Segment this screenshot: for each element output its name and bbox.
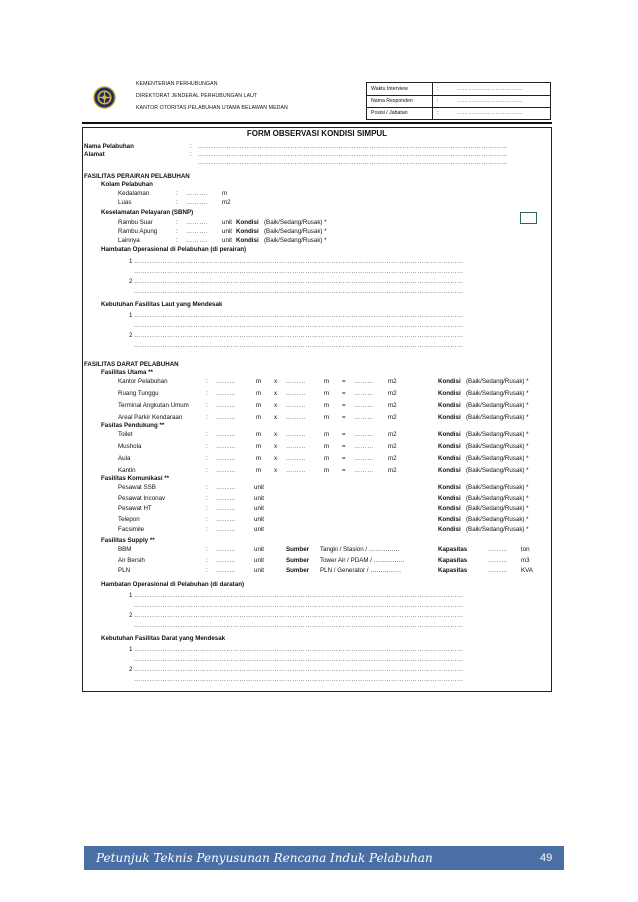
kondisi-options: (Baik/Sedang/Rusak) * bbox=[466, 378, 529, 385]
kondisi-label: Kondisi bbox=[438, 515, 461, 523]
nama-pelabuhan-field[interactable]: …………………………………………………………………………………………………………………………… bbox=[198, 143, 508, 150]
unit-m: m bbox=[324, 378, 330, 385]
header-rule bbox=[82, 122, 552, 124]
colon: : bbox=[206, 467, 208, 474]
equals-sign: = bbox=[342, 443, 346, 450]
unit-m: m bbox=[256, 390, 262, 397]
directorate-name: DIREKTORAT JENDERAL PERHUBUNGAN LAUT bbox=[136, 93, 258, 99]
checkbox[interactable] bbox=[520, 212, 537, 224]
unit-m2: m2 bbox=[388, 390, 397, 397]
kondisi-options: (Baik/Sedang/Rusak) * bbox=[466, 431, 529, 438]
times-sign: x bbox=[274, 390, 278, 397]
supply-name: PLN bbox=[118, 567, 131, 574]
kebutuhan-laut-field-1[interactable]: …………………………………………………………………………………………………………………………………… bbox=[134, 312, 464, 319]
length-field[interactable]: ……… bbox=[216, 390, 236, 397]
kapasitas-label: Kapasitas bbox=[438, 567, 468, 574]
form-title: FORM OBSERVASI KONDISI SIMPUL bbox=[246, 129, 388, 138]
unit-label: unit bbox=[254, 546, 264, 553]
unit-label: unit bbox=[254, 515, 264, 523]
kondisi-label: Kondisi bbox=[438, 390, 461, 397]
unit-label: unit bbox=[254, 494, 264, 502]
interview-time-row[interactable]: Waktu Interview : ……………………………… bbox=[371, 86, 523, 92]
respondent-table bbox=[366, 82, 551, 120]
count-field[interactable]: ……… bbox=[216, 484, 236, 491]
colon: : bbox=[206, 402, 208, 409]
colon: : bbox=[206, 515, 208, 523]
page-number: 49 bbox=[540, 852, 553, 864]
count-field[interactable]: ……… bbox=[216, 546, 236, 553]
sumber-label: Sumber bbox=[286, 546, 310, 553]
facility-name: Terminal Angkutan Umum bbox=[118, 402, 189, 409]
facility-name: Kantor Pelabuhan bbox=[118, 378, 168, 385]
supply-name: Air Bersih bbox=[118, 556, 145, 564]
unit-m: m bbox=[256, 443, 262, 450]
unit-m: m bbox=[324, 390, 330, 397]
unit-m: m bbox=[256, 378, 262, 385]
facility-name: Facsimile bbox=[118, 526, 145, 533]
position-row[interactable]: Posisi / Jabatan : ……………………………… bbox=[371, 110, 523, 116]
kebutuhan-darat-field-1[interactable]: …………………………………………………………………………………………………………………………………… bbox=[134, 646, 464, 653]
sumber-description[interactable]: PLN / Generator / …………… bbox=[320, 567, 402, 574]
colon: : bbox=[206, 378, 208, 385]
unit-m: m bbox=[256, 455, 262, 462]
unit-m2: m2 bbox=[388, 402, 397, 409]
width-field[interactable]: ……… bbox=[286, 431, 306, 438]
kondisi-label: Kondisi bbox=[438, 505, 461, 512]
supply-heading: Fasilitas Supply ** bbox=[101, 537, 155, 544]
kapasitas-field[interactable]: ……… bbox=[488, 546, 508, 553]
footer-title: Petunjuk Teknis Penyusunan Rencana Induk Pelabuhan bbox=[96, 851, 433, 865]
length-field[interactable]: ……… bbox=[216, 467, 236, 474]
area-field[interactable]: ……… bbox=[354, 414, 374, 421]
count-field[interactable]: ……… bbox=[216, 505, 236, 512]
length-field[interactable]: ……… bbox=[216, 414, 236, 421]
kondisi-label: Kondisi bbox=[438, 443, 461, 450]
width-field[interactable]: ……… bbox=[286, 467, 306, 474]
alamat-label: Alamat bbox=[84, 151, 105, 158]
colon: : bbox=[206, 546, 208, 553]
facility-name: Telepon bbox=[118, 515, 140, 523]
times-sign: x bbox=[274, 467, 278, 474]
colon: : bbox=[206, 494, 208, 502]
kondisi-options: (Baik/Sedang/Rusak) * bbox=[466, 467, 529, 474]
supply-name: BBM bbox=[118, 546, 132, 553]
colon: : bbox=[206, 431, 208, 438]
length-field[interactable]: ……… bbox=[216, 402, 236, 409]
unit-m: m bbox=[324, 431, 330, 438]
colon: : bbox=[206, 443, 208, 450]
alamat-field[interactable]: …………………………………………………………………………………………………………………………… bbox=[198, 151, 508, 158]
hambatan-darat-field-1[interactable]: …………………………………………………………………………………………………………………………………… bbox=[134, 592, 464, 599]
unit-m: m bbox=[256, 414, 262, 421]
office-name: KANTOR OTORITAS PELABUHAN UTAMA BELAWAN MEDAN bbox=[136, 105, 288, 111]
ministry-logo-icon bbox=[93, 86, 116, 109]
kedalaman-field[interactable]: ………. bbox=[186, 190, 208, 197]
kondisi-label: Kondisi bbox=[438, 494, 461, 502]
kapasitas-field[interactable]: ……… bbox=[488, 567, 508, 574]
hambatan-perairan-field-2[interactable]: …………………………………………………………………………………………………………………………………… bbox=[134, 278, 464, 285]
equals-sign: = bbox=[342, 431, 346, 438]
colon: : bbox=[206, 390, 208, 397]
equals-sign: = bbox=[342, 402, 346, 409]
nama-pelabuhan-label: Nama Pelabuhan bbox=[84, 143, 134, 150]
kolam-heading: Kolam Pelabuhan bbox=[101, 181, 153, 188]
width-field[interactable]: ……… bbox=[286, 455, 306, 462]
utama-heading: Fasilitas Utama ** bbox=[101, 369, 153, 376]
unit-m2: m2 bbox=[388, 455, 397, 462]
hambatan-perairan-field-1[interactable]: …………………………………………………………………………………………………………………………………… bbox=[134, 258, 464, 265]
unit-m: m bbox=[324, 414, 330, 421]
kondisi-label: Kondisi bbox=[438, 467, 461, 474]
kebutuhan-laut-field-2[interactable]: …………………………………………………………………………………………………………………………………… bbox=[134, 332, 464, 339]
hambatan-darat-field-2[interactable]: …………………………………………………………………………………………………………………………………… bbox=[134, 612, 464, 619]
unit-label: unit bbox=[254, 505, 264, 512]
kebutuhan-laut-heading: Kebutuhan Fasilitas Laut yang Mendesak bbox=[101, 301, 223, 308]
area-field[interactable]: ……… bbox=[354, 443, 374, 450]
count-field[interactable]: ……… bbox=[216, 515, 236, 523]
kondisi-label: Kondisi bbox=[438, 431, 461, 438]
darat-section-title: FASILITAS DARAT PELABUHAN bbox=[84, 361, 179, 368]
kebutuhan-darat-field-2[interactable]: …………………………………………………………………………………………………………………………………… bbox=[134, 666, 464, 673]
kapasitas-field[interactable]: ……… bbox=[488, 556, 508, 564]
pendukung-heading: Fasitas Pendukung ** bbox=[101, 422, 165, 429]
unit-label: unit bbox=[254, 484, 264, 491]
kondisi-label: Kondisi bbox=[438, 378, 461, 385]
times-sign: x bbox=[274, 455, 278, 462]
unit-m2: m2 bbox=[388, 378, 397, 385]
colon: : bbox=[206, 505, 208, 512]
area-field[interactable]: ……… bbox=[354, 467, 374, 474]
area-field[interactable]: ……… bbox=[354, 431, 374, 438]
equals-sign: = bbox=[342, 390, 346, 397]
unit-label: unit bbox=[254, 567, 264, 574]
ministry-name: KEMENTERIAN PERHUBUNGAN bbox=[136, 81, 218, 87]
kapasitas-unit: KVA bbox=[521, 567, 533, 574]
kapasitas-unit: m3 bbox=[521, 556, 530, 564]
unit-label: unit bbox=[254, 556, 264, 564]
sbnp-heading: Keselamatan Pelayaran (SBNP) bbox=[101, 209, 194, 216]
facility-name: Areal Parkir Kendaraan bbox=[118, 414, 183, 421]
length-field[interactable]: ……… bbox=[216, 455, 236, 462]
area-field[interactable]: ……… bbox=[354, 402, 374, 409]
area-field[interactable]: ……… bbox=[354, 378, 374, 385]
perairan-section-title: FASILITAS PERAIRAN PELABUHAN bbox=[84, 173, 190, 180]
ministry-block bbox=[136, 80, 288, 113]
kondisi-options: (Baik/Sedang/Rusak) * bbox=[466, 505, 529, 512]
length-field[interactable]: ……… bbox=[216, 443, 236, 450]
width-field[interactable]: ……… bbox=[286, 443, 306, 450]
unit-m: m bbox=[324, 402, 330, 409]
unit-m2: m2 bbox=[388, 443, 397, 450]
unit-m2: m2 bbox=[388, 431, 397, 438]
colon: : bbox=[206, 526, 208, 533]
count-field[interactable]: ……… bbox=[216, 556, 236, 564]
width-field[interactable]: ……… bbox=[286, 390, 306, 397]
kondisi-options: (Baik/Sedang/Rusak) * bbox=[466, 402, 529, 409]
colon: : bbox=[206, 484, 208, 491]
sumber-label: Sumber bbox=[286, 556, 310, 564]
sumber-description[interactable]: Tower Air / PDAM / …………… bbox=[320, 556, 405, 564]
kondisi-options: (Baik/Sedang/Rusak) * bbox=[466, 443, 529, 450]
length-field[interactable]: ……… bbox=[216, 431, 236, 438]
unit-m2: m2 bbox=[388, 414, 397, 421]
facility-name: Aula bbox=[118, 455, 131, 462]
unit-m: m bbox=[256, 431, 262, 438]
sumber-description[interactable]: Tangki / Stasion / …………… bbox=[320, 546, 400, 553]
luas-field[interactable]: ………. bbox=[186, 199, 208, 206]
kapasitas-label: Kapasitas bbox=[438, 556, 468, 564]
colon: : bbox=[206, 455, 208, 462]
kondisi-options: (Baik/Sedang/Rusak) * bbox=[466, 515, 529, 523]
width-field[interactable]: ……… bbox=[286, 414, 306, 421]
area-field[interactable]: ……… bbox=[354, 390, 374, 397]
kondisi-options: (Baik/Sedang/Rusak) * bbox=[466, 494, 529, 502]
unit-m: m bbox=[256, 467, 262, 474]
unit-m: m bbox=[324, 467, 330, 474]
equals-sign: = bbox=[342, 455, 346, 462]
times-sign: x bbox=[274, 431, 278, 438]
facility-name: Toilet bbox=[118, 431, 133, 438]
colon: : bbox=[206, 567, 208, 574]
equals-sign: = bbox=[342, 414, 346, 421]
facility-name: Pesawat Inconav bbox=[118, 494, 166, 502]
facility-name: Pesawat SSB bbox=[118, 484, 156, 491]
komunikasi-heading: Fasilitas Komunikasi ** bbox=[101, 475, 170, 482]
kapasitas-unit: ton bbox=[521, 546, 530, 553]
times-sign: x bbox=[274, 443, 278, 450]
width-field[interactable]: ……… bbox=[286, 378, 306, 385]
times-sign: x bbox=[274, 414, 278, 421]
hambatan-perairan-heading: Hambatan Operasional di Pelabuhan (di perairan) bbox=[101, 246, 247, 253]
unit-m2: m2 bbox=[388, 467, 397, 474]
unit-m: m bbox=[324, 455, 330, 462]
kondisi-options: (Baik/Sedang/Rusak) * bbox=[466, 484, 529, 491]
kondisi-options: (Baik/Sedang/Rusak) * bbox=[466, 526, 529, 533]
area-field[interactable]: ……… bbox=[354, 455, 374, 462]
kondisi-label: Kondisi bbox=[438, 455, 461, 462]
width-field[interactable]: ……… bbox=[286, 402, 306, 409]
kondisi-options: (Baik/Sedang/Rusak) * bbox=[466, 414, 529, 421]
count-field[interactable]: ……… bbox=[216, 567, 236, 574]
facility-name: Pesawat HT bbox=[118, 505, 152, 512]
kondisi-options: (Baik/Sedang/Rusak) * bbox=[466, 455, 529, 462]
equals-sign: = bbox=[342, 378, 346, 385]
colon: : bbox=[206, 414, 208, 421]
unit-m: m bbox=[324, 443, 330, 450]
times-sign: x bbox=[274, 378, 278, 385]
sumber-label: Sumber bbox=[286, 567, 310, 574]
alamat-field-2[interactable]: …………………………………………………………………………………………………………………………… bbox=[198, 159, 508, 166]
facility-name: Mushola bbox=[118, 443, 142, 450]
unit-m: m bbox=[256, 402, 262, 409]
kondisi-label: Kondisi bbox=[438, 414, 461, 421]
times-sign: x bbox=[274, 402, 278, 409]
facility-name: Kantin bbox=[118, 467, 136, 474]
kondisi-options: (Baik/Sedang/Rusak) * bbox=[466, 390, 529, 397]
kapasitas-label: Kapasitas bbox=[438, 546, 468, 553]
count-field[interactable]: ……… bbox=[216, 526, 236, 533]
count-field[interactable]: ……… bbox=[216, 494, 236, 502]
colon: : bbox=[206, 556, 208, 564]
kondisi-label: Kondisi bbox=[438, 402, 461, 409]
unit-label: unit bbox=[254, 526, 264, 533]
hambatan-darat-heading: Hambatan Operasional di Pelabuhan (di daratan) bbox=[101, 581, 245, 588]
length-field[interactable]: ……… bbox=[216, 378, 236, 385]
kondisi-label: Kondisi bbox=[438, 484, 461, 491]
kebutuhan-darat-heading: Kebutuhan Fasilitas Darat yang Mendesak bbox=[101, 635, 226, 642]
equals-sign: = bbox=[342, 467, 346, 474]
respondent-name-row[interactable]: Nama Responden : ……………………………… bbox=[371, 98, 523, 104]
kondisi-label: Kondisi bbox=[438, 526, 461, 533]
facility-name: Ruang Tunggu bbox=[118, 390, 159, 397]
